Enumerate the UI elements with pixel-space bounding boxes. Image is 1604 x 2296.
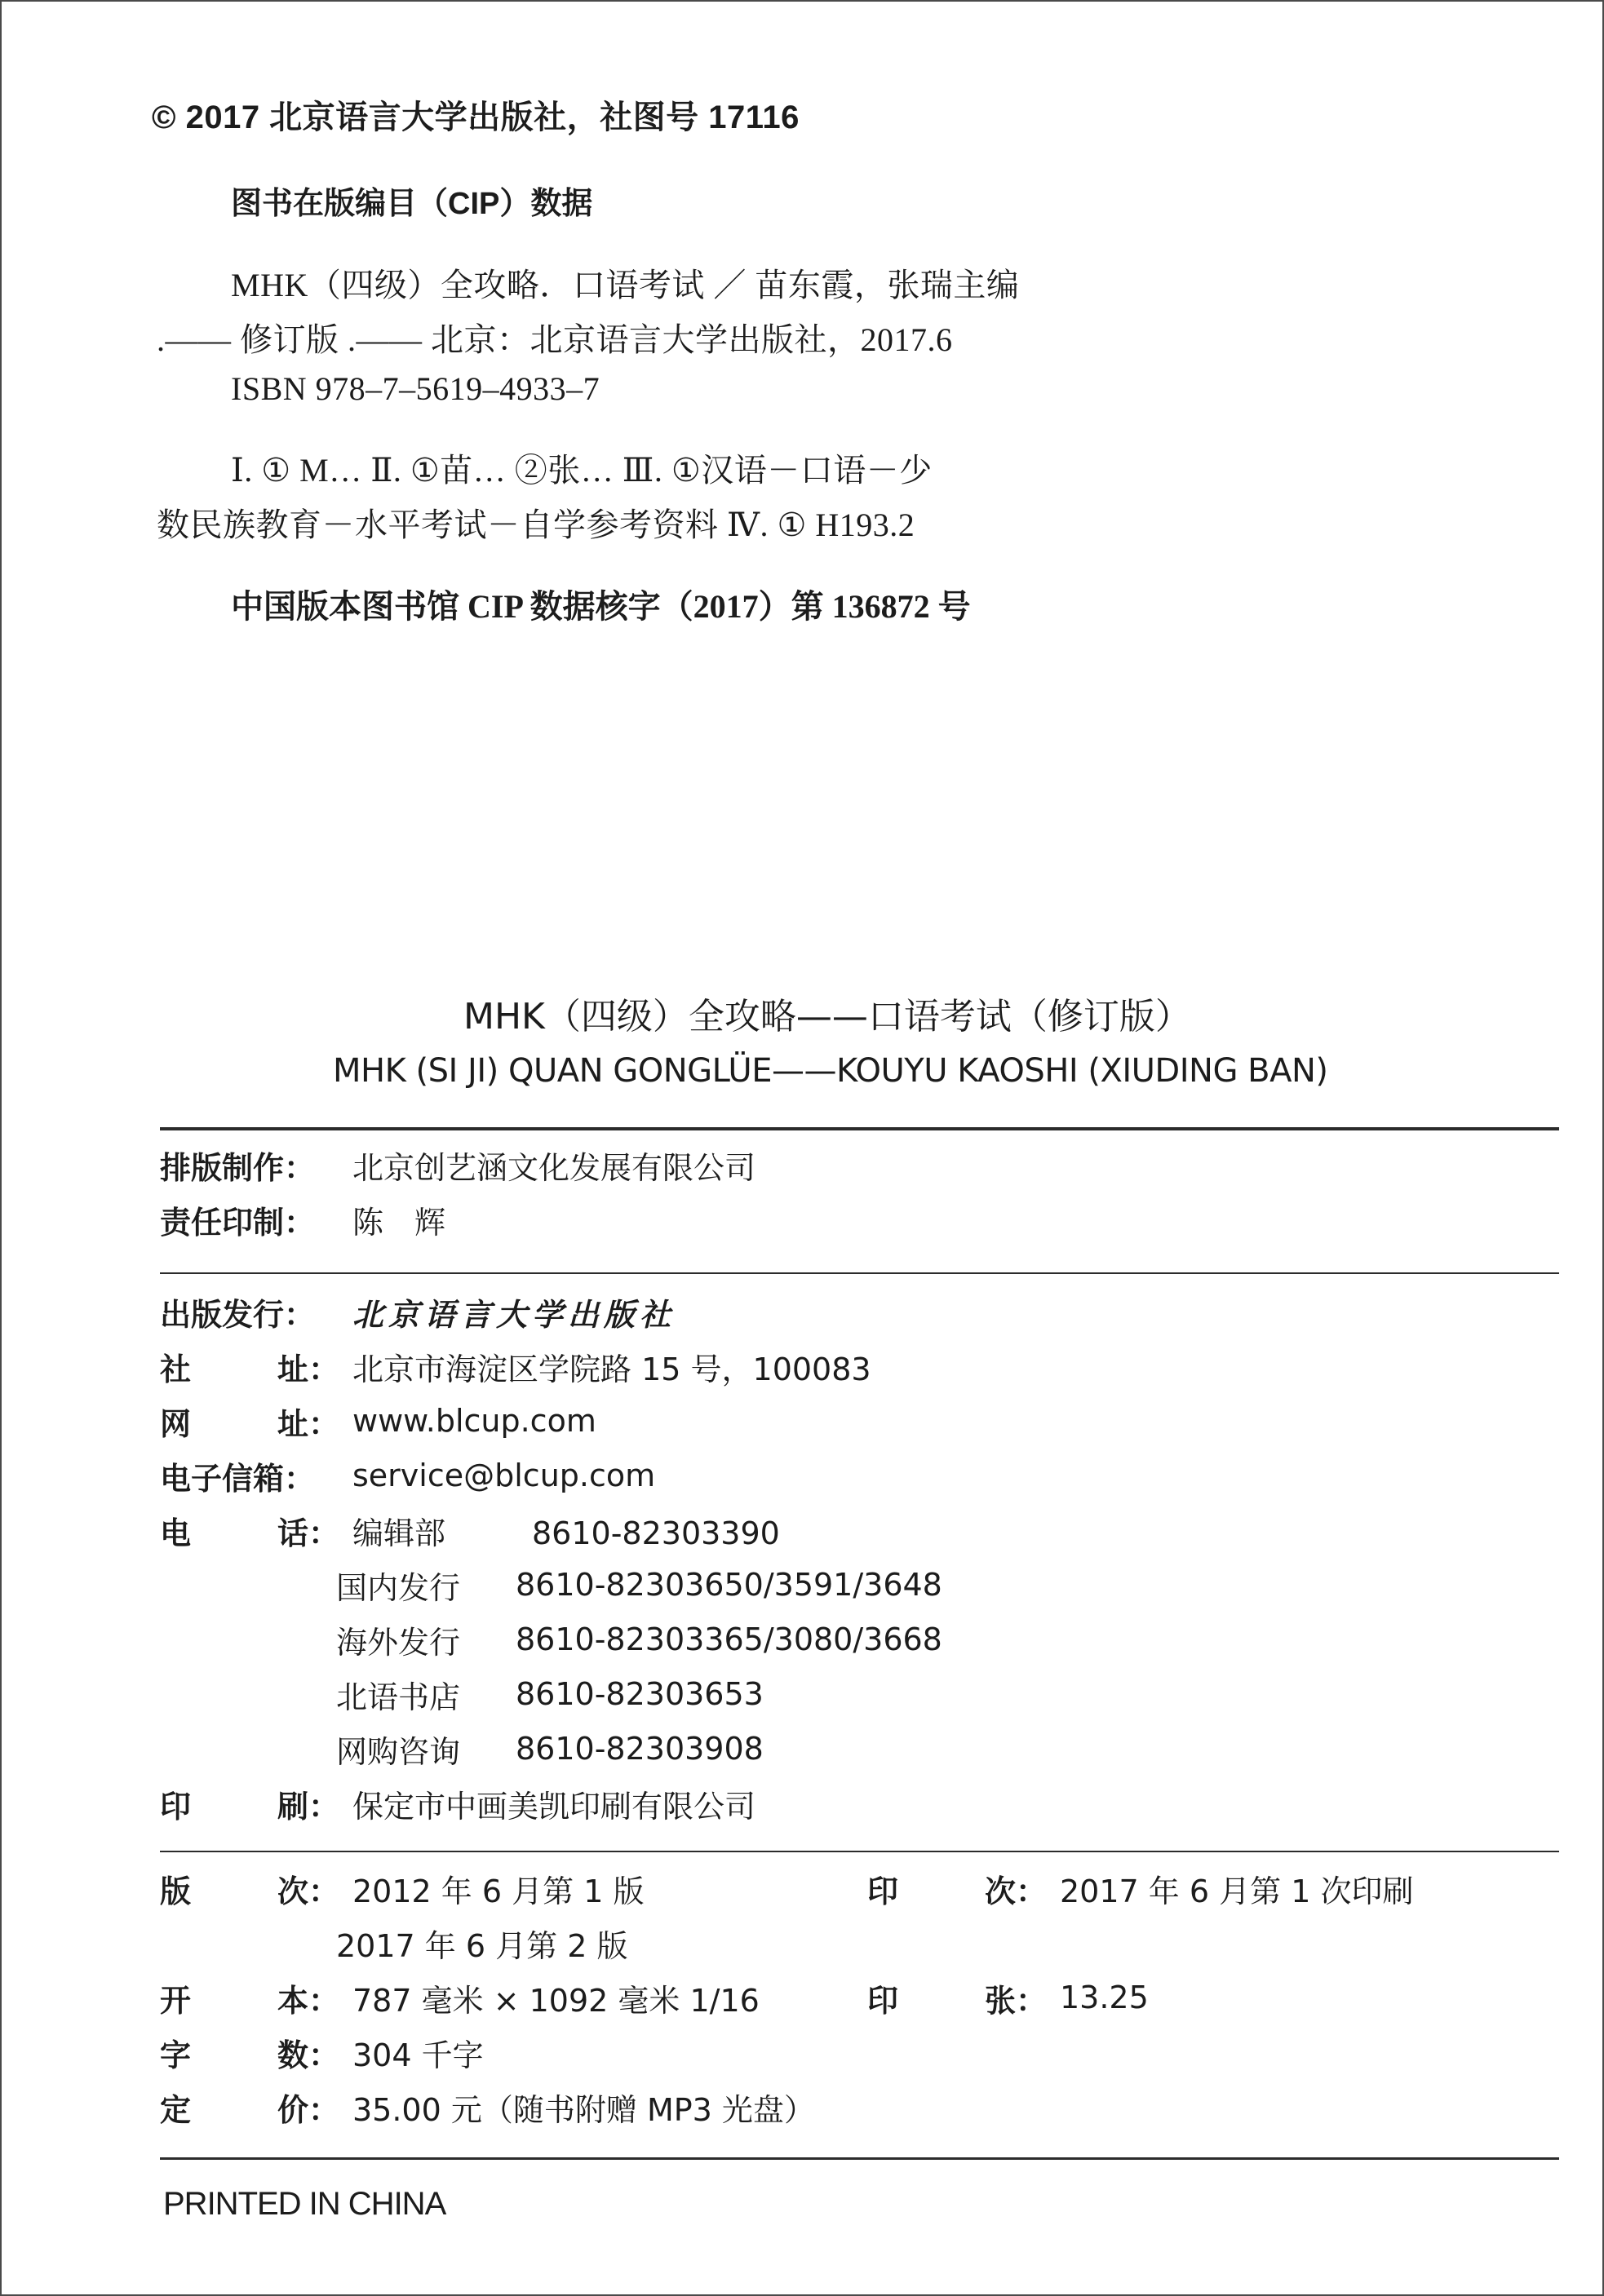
printer-row <box>160 1782 755 1825</box>
phone-number: 8610-82303650/3591/3648 <box>516 1567 942 1603</box>
divider <box>160 2157 1559 2160</box>
print-manager-row <box>160 1198 445 1241</box>
typesetting-label: 排版制作： <box>160 1149 316 1186</box>
cip-line-title: MHK（四级）全攻略．口语考试 ／ 苗东霞，张瑞主编 <box>231 267 1020 303</box>
phone-entry <box>336 1564 942 1606</box>
cip-line-classification-cont: 数民族教育－水平考试－自学参考资料 Ⅳ. ① H193.2 <box>157 507 915 543</box>
address-row <box>160 1345 871 1387</box>
printing-row <box>867 1867 1413 1909</box>
cip-line-edition: .—— 修订版 .—— 北京：北京语言大学出版社，2017.6 <box>157 321 953 358</box>
price-value: 35.00 元（随书附赠 MP3 光盘） <box>352 2091 815 2128</box>
price-row <box>160 2086 815 2128</box>
divider <box>160 1127 1559 1130</box>
edition-row-2 <box>336 1922 627 1964</box>
email-label: 电子信箱： <box>160 1460 316 1497</box>
printing-label: 印 次： <box>867 1873 1047 1909</box>
phone-dept: 北语书店 <box>336 1679 461 1715</box>
printer-value: 保定市中画美凯印刷有限公司 <box>352 1788 756 1825</box>
divider <box>160 1272 1559 1274</box>
format-label: 开 本： <box>160 1982 339 2019</box>
copyright-line: © 2017 北京语言大学出版社，社图号 17116 <box>152 100 800 135</box>
sheets-value: 13.25 <box>1060 1980 1149 2015</box>
format-row <box>160 1976 760 2019</box>
word-count-value: 304 千字 <box>352 2037 484 2073</box>
website-link[interactable]: www.blcup.com <box>352 1403 596 1439</box>
edition-row <box>160 1867 644 1909</box>
phone-entry <box>336 1673 764 1715</box>
phone-label: 电 话： <box>160 1515 339 1551</box>
address-value: 北京市海淀区学院路 15 号，100083 <box>352 1351 871 1387</box>
phone-number: 8610-82303390 <box>532 1515 780 1551</box>
cip-line-isbn: ISBN 978–7–5619–4933–7 <box>231 370 600 407</box>
website-row <box>160 1400 596 1442</box>
typesetting-row <box>160 1144 755 1186</box>
format-value: 787 毫米 × 1092 毫米 1/16 <box>352 1982 760 2019</box>
divider <box>160 1851 1559 1852</box>
edition-value: 2017 年 6 月第 2 版 <box>336 1927 628 1964</box>
book-title-pinyin: MHK (SI JI) QUAN GONGLÜE——KOUYU KAOSHI (XIUDING BAN) <box>333 1052 1328 1090</box>
phone-row <box>160 1509 780 1551</box>
email-link[interactable]: service@blcup.com <box>352 1458 656 1493</box>
cip-line-classification: Ⅰ. ① M… Ⅱ. ①苗… ②张… Ⅲ. ①汉语－口语－少 <box>231 452 933 489</box>
word-count-label: 字 数： <box>160 2037 339 2073</box>
publisher-logotype: 北京语言大学出版社 <box>352 1295 676 1333</box>
price-label: 定 价： <box>160 2091 339 2128</box>
phone-entry <box>352 1508 780 1553</box>
email-row <box>160 1454 655 1497</box>
phone-dept: 国内发行 <box>336 1569 461 1606</box>
phone-entry <box>336 1728 764 1770</box>
print-manager-label: 责任印制： <box>160 1204 316 1241</box>
book-title-chinese: MHK（四级）全攻略——口语考试（修订版） <box>463 996 1191 1037</box>
print-manager-value: 陈 辉 <box>352 1204 446 1241</box>
phone-dept: 海外发行 <box>336 1624 461 1661</box>
sheets-row <box>867 1976 1149 2019</box>
typesetting-value: 北京创艺涵文化发展有限公司 <box>352 1149 756 1186</box>
phone-number: 8610-82303365/3080/3668 <box>516 1621 942 1657</box>
word-count-row <box>160 2031 484 2073</box>
address-label: 社 址： <box>160 1351 339 1387</box>
publisher-label: 出版发行： <box>160 1296 316 1333</box>
printed-in-china: PRINTED IN CHINA <box>163 2186 446 2222</box>
cip-verification: 中国版本图书馆 CIP 数据核字（2017）第 136872 号 <box>231 588 971 625</box>
website-label: 网 址： <box>160 1405 339 1442</box>
printing-value: 2017 年 6 月第 1 次印刷 <box>1060 1873 1414 1909</box>
publisher-row <box>160 1290 676 1333</box>
printer-label: 印 刷： <box>160 1788 339 1825</box>
edition-label: 版 次： <box>160 1873 339 1909</box>
edition-value: 2012 年 6 月第 1 版 <box>352 1873 645 1909</box>
phone-dept: 网购咨询 <box>336 1733 461 1770</box>
phone-entry <box>336 1618 942 1661</box>
phone-number: 8610-82303653 <box>516 1676 764 1712</box>
phone-dept: 编辑部 <box>352 1515 446 1551</box>
sheets-label: 印 张： <box>867 1982 1047 2019</box>
cip-heading: 图书在版编目（CIP）数据 <box>231 187 593 221</box>
phone-number: 8610-82303908 <box>516 1731 764 1767</box>
